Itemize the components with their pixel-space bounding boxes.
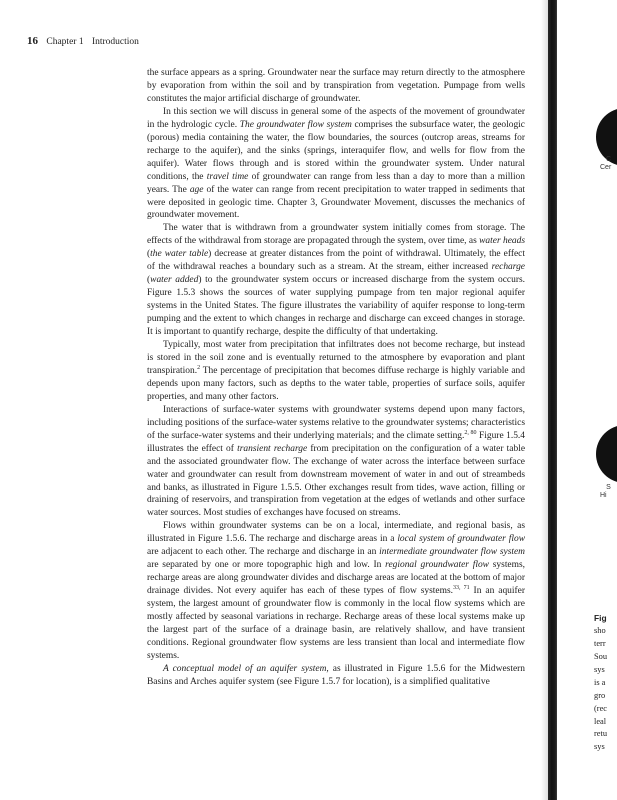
adjacent-page-fragment: gro — [594, 690, 606, 700]
text-run: Typically, most water from precipitation that infiltrates does not become recharge, but instead is stored in the soil zone and is eventually returned to the atmosphere by evaporation and plant transpiration. — [147, 340, 525, 376]
paragraph — [147, 106, 525, 223]
margin-tab-top-caption-line1: C — [605, 156, 612, 163]
adjacent-page-fragment: sho — [594, 625, 606, 635]
text-run: the surface appears as a spring. Groundwater near the surface may return directly to the atmosphere by evaporation from within the soil and by transpiration from vegetation. Pumpage from wells constitutes the major artificial discharge of groundwater. — [147, 68, 525, 104]
italic-term: recharge — [491, 262, 525, 273]
adjacent-page-fragment: terr — [594, 638, 606, 648]
body-text — [147, 67, 525, 689]
adjacent-page-fragment: Fig — [594, 613, 607, 623]
adjacent-page-fragment: retu — [594, 729, 608, 739]
italic-term: A conceptual model of an aquifer system, — [163, 663, 329, 674]
text-run: systems, recharge areas are along groundwater divides and discharge areas are located at the bottom of major drainage divides. Not every aquifer has each of these types of flow systems. — [147, 560, 525, 597]
paragraph — [147, 222, 525, 339]
text-run: Interactions of surface-water systems with groundwater systems depend upon many factors, including positions of the surface-water systems relative to the groundwater systems; characteristics of the surface-water systems and their underlying materials; and the climate setting. — [147, 404, 525, 441]
gutter-shadow — [541, 0, 548, 800]
text-run: comprises the subsurface water, the geologic (porous) media containing the water, the flow boundaries, the sources (outcrop areas, streams for recharge to the aquifer), and the sinks (springs, interaquifer flow, and wells for flow from the aquifer). Water flows through and is stored within the groundwater system. Under natural conditions, the — [147, 119, 525, 182]
italic-term: regional groundwater flow — [385, 560, 489, 571]
margin-tab-top-caption-line2: Cer — [600, 164, 612, 171]
italic-term: the water table — [150, 249, 209, 260]
text-run: of the water can range from recent precipitation to water trapped in sediments that were deposited in geologic time. Chapter 3, Groundwater Movement, discusses the mechanics of groundwater movement. — [147, 184, 525, 221]
margin-tab-middle — [596, 425, 617, 483]
margin-tab-middle-caption-line1: S — [606, 484, 611, 491]
italic-term: transient recharge — [237, 443, 308, 454]
text-run: from precipitation on the configuration of a water table and the associated groundwater flow. The exchange of water across the interface between surface water and groundwater can result from downstream movement of water in and out of streambeds and banks, as illustrated in Figure 1.5.5. Other exchanges result from tides, wave action, filling or draining of reservoirs, and transpiration from vegetation at the edges of wetlands and other surface water sources. Most studies of exchanges have focused on streams. — [147, 443, 526, 519]
text-run: The water that is withdrawn from a groundwater system initially comes from storage. The effects of the withdrawal from storage are propagated through the system, over time, as — [147, 223, 525, 247]
italic-term: The groundwater flow system — [239, 119, 352, 130]
chapter-title: Introduction — [91, 37, 139, 47]
text-run: are separated by one or more topographic high and low. In — [147, 560, 386, 571]
chapter-label: Chapter 1 — [46, 37, 84, 47]
text-run: In an aquifer system, the largest amount of groundwater flow is commonly in the local flow systems which are mostly affected by seasonal variations in recharge. Recharge areas of these local systems make up the largest part of the surface of a drainage basin, are relatively shallow, and have transient conditions. Regional groundwater flow systems are less transient than local and intermediate flow systems. — [147, 586, 525, 661]
paragraph — [147, 67, 525, 106]
adjacent-page-fragment: (rec — [594, 703, 608, 713]
text-run: In this section we will discuss in general some of the aspects of the movement of groundwater in the hydrologic cycle. — [147, 106, 525, 130]
italic-term: water heads — [479, 236, 525, 247]
binding-gutter — [548, 0, 557, 800]
adjacent-page-column — [594, 612, 617, 754]
italic-term: local system of groundwater flow — [397, 534, 525, 545]
citation-superscript: 2, 80 — [464, 429, 477, 436]
text-run: ( — [147, 249, 151, 260]
text-run: Flows within groundwater systems can be on a local, intermediate, and regional basis, as illustrated in Figure 1.5.6. The recharge and discharge areas in a — [147, 521, 525, 545]
margin-tab-top-caption — [600, 156, 617, 172]
text-run: Figure 1.5.4 illustrates the effect of — [147, 430, 525, 454]
text-run: ) to the groundwater system occurs or increased discharge from the system occurs. Figure 1.5.3 shows the sources of water supplying pumpage from ten major regional aquifer systems in the United States. The figure illustrates the variability of aquifer response to long-term pumping and the extent to which changes in recharge and discharge can exceed changes in storage. It is important to quantify recharge, despite the difficulty of that undertaking. — [147, 275, 526, 338]
text-run: of groundwater can range from less than a day to more than a million years. The — [147, 171, 525, 195]
adjacent-page-fragment: sys — [594, 664, 605, 674]
text-run: are adjacent to each other. The recharge and discharge in an — [147, 547, 380, 558]
paragraph — [147, 520, 525, 662]
italic-term: water added — [150, 275, 199, 286]
text-run: The percentage of precipitation that becomes diffuse recharge is highly variable and depends upon many factors, such as depths to the water table, properties of surface soils, aquifer properties, and many other factors. — [147, 365, 525, 402]
adjacent-page-fragment: leal — [594, 716, 607, 726]
paragraph — [147, 663, 525, 689]
italic-term: intermediate groundwater flow system — [379, 547, 525, 558]
adjacent-page-fragment: Sou — [594, 651, 608, 661]
adjacent-page-fragment: is a — [594, 677, 606, 687]
italic-term: age — [189, 184, 204, 195]
text-run: as illustrated in Figure 1.5.6 for the Midwestern Basins and Arches aquifer system (see Figure 1.5.7 for location), is a simplified qualitative — [147, 663, 525, 687]
paragraph — [147, 404, 525, 521]
margin-tab-middle-caption — [600, 484, 617, 500]
margin-tab-middle-caption-line2: Hi — [600, 492, 607, 499]
text-run: ( — [147, 275, 151, 286]
running-header — [27, 35, 139, 47]
citation-superscript: 2 — [197, 364, 201, 371]
citation-superscript: 33, 71 — [452, 584, 470, 591]
adjacent-page-fragment: sys — [594, 742, 605, 752]
page-number: 16 — [27, 35, 38, 47]
paragraph — [147, 339, 525, 404]
text-run: ) decrease at greater distances from the point of withdrawal. Ultimately, the effect of the withdrawal reaches a boundary such as a stream. At the stream, either increased — [147, 249, 525, 273]
italic-term: travel time — [206, 171, 249, 182]
